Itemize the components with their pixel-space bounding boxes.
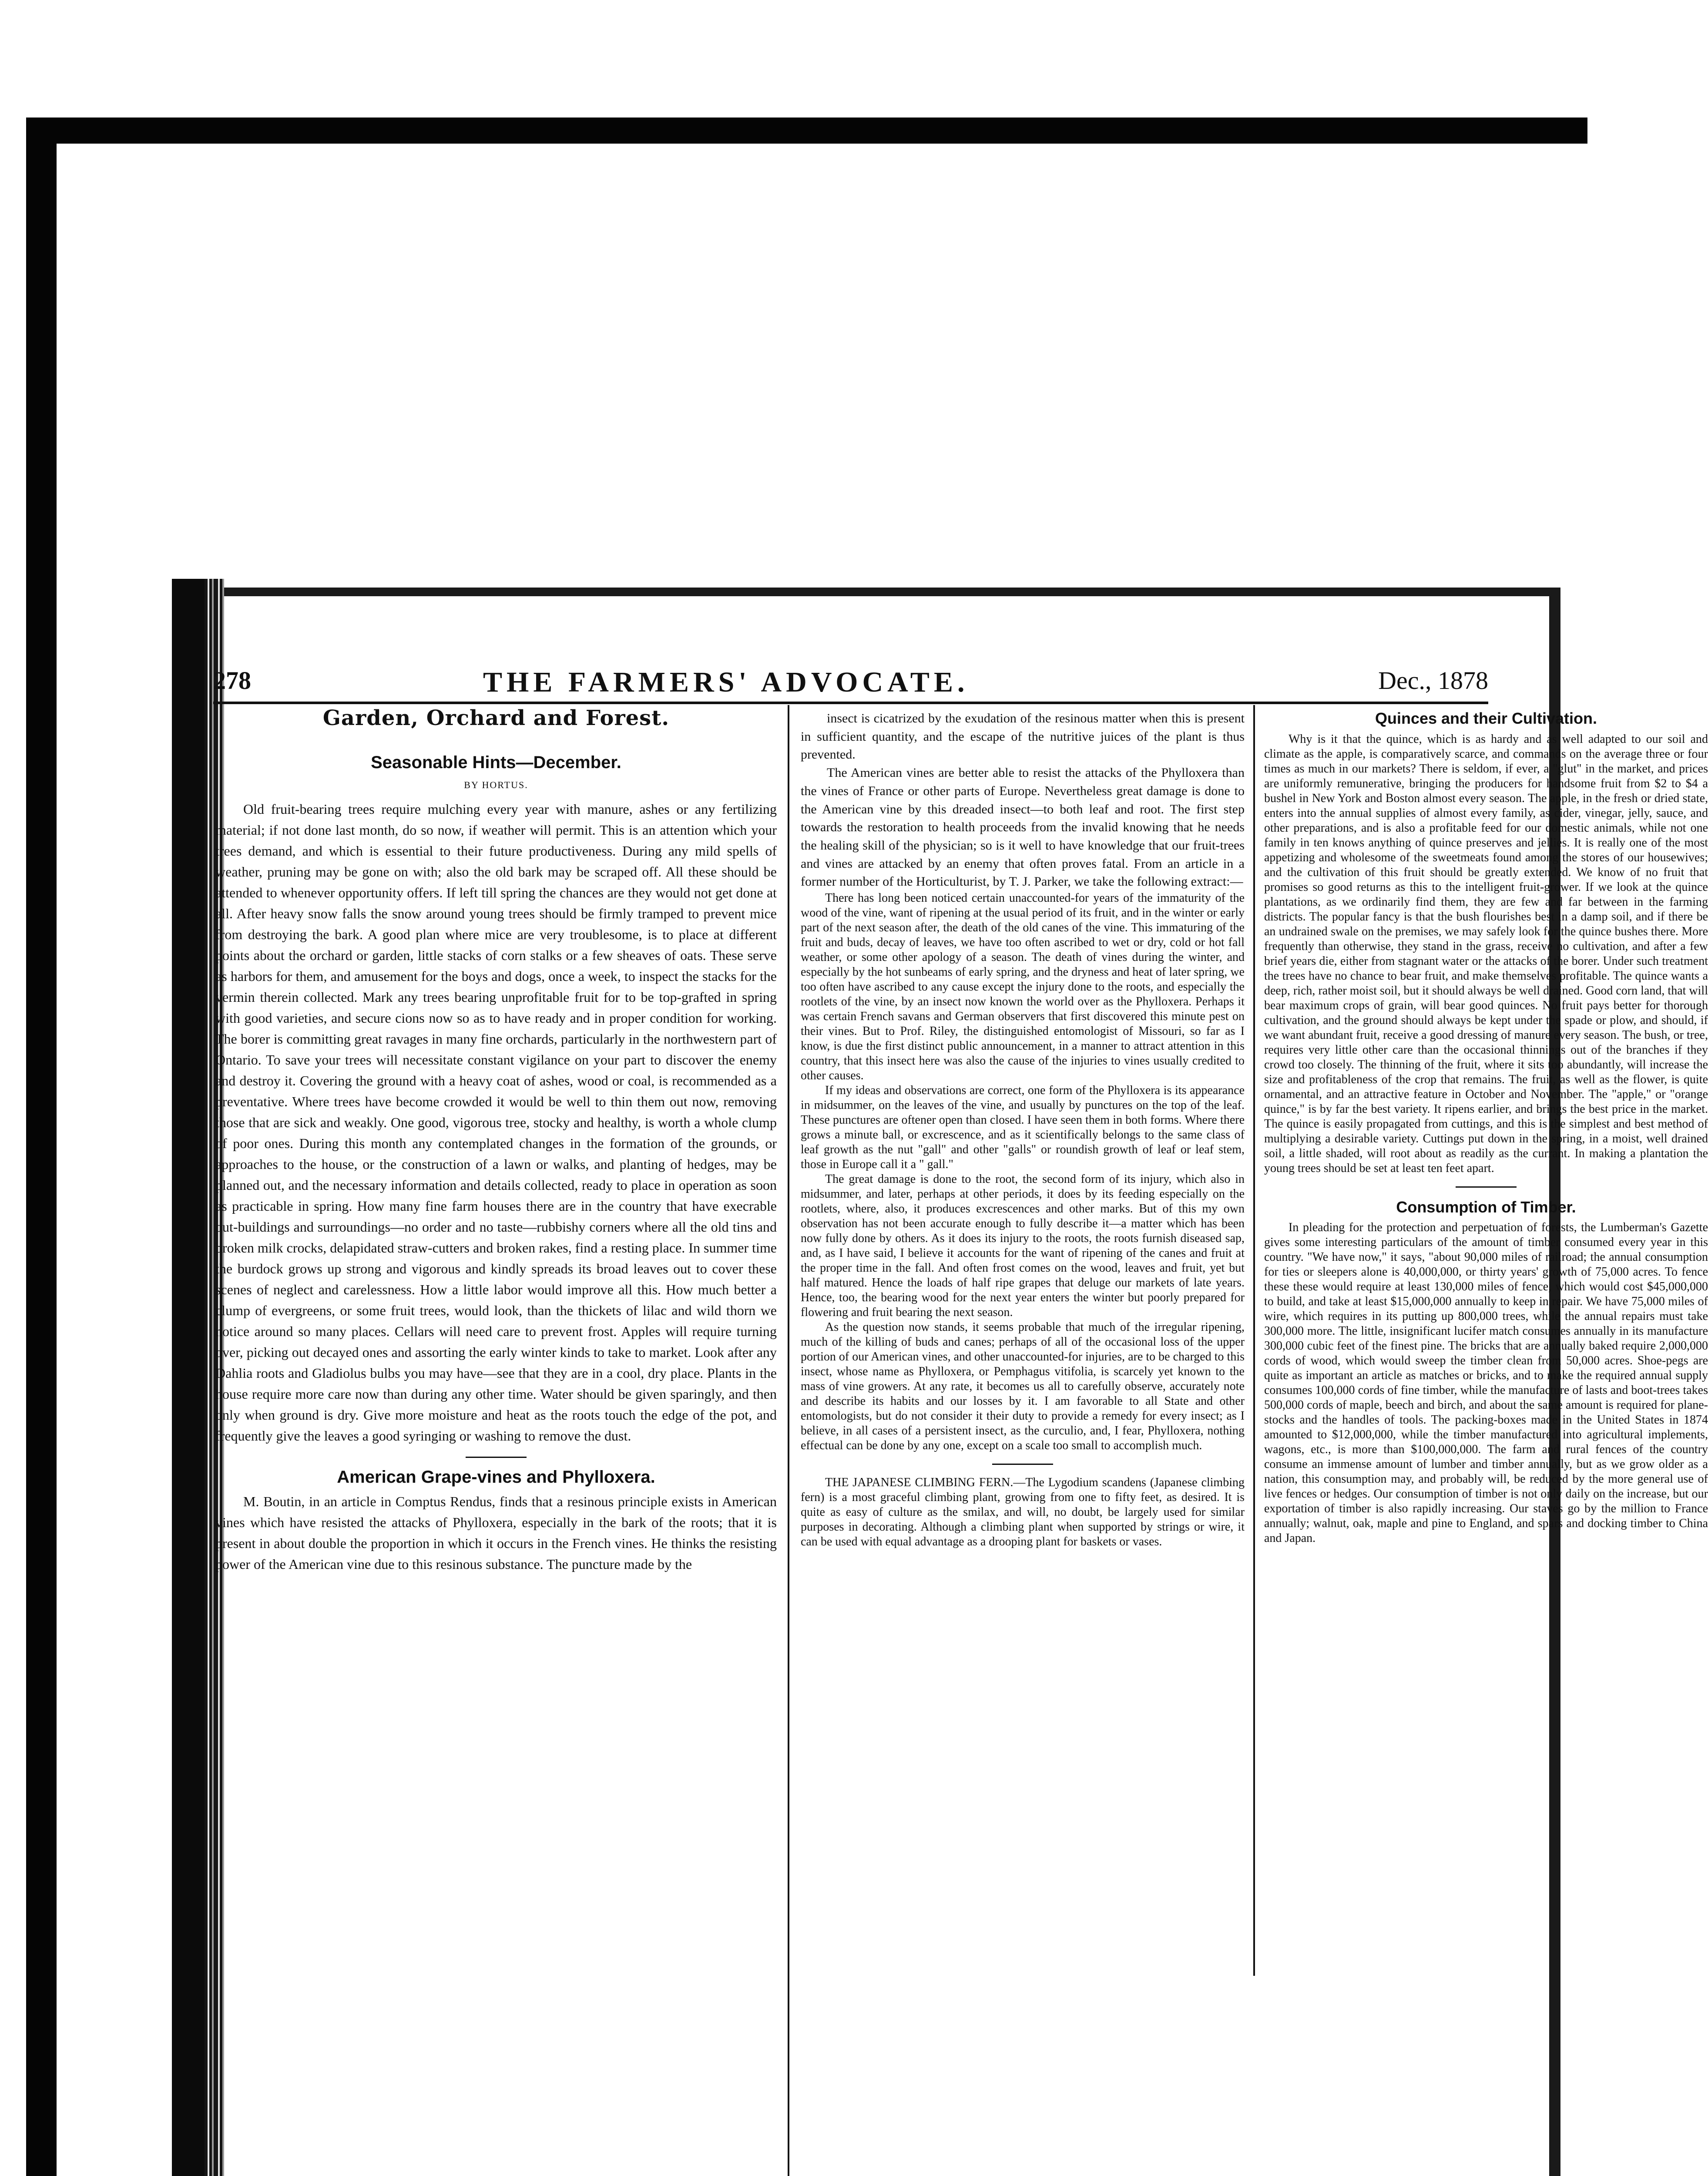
issue-date: Dec., 1878 <box>1378 666 1488 695</box>
quoted-extract: There has long been noticed certain unaccounted-for years of the immaturity of the wood of the vine, want of ripening at the usual period of its fruit, and in the winter or early part of the next season after, the death of the old canes of the vine. This immaturing of the fruit and buds, decay of leaves, we have too often ascribed to wet or dry, cold or hot fall weather, or some other apology of a season. The death of vines during the winter, and especially by the hot sunbeams of early spring, and the dryness and heat of later spring, we too often have ascribed to any cause except the injury done to the roots, and especially the rootlets of the vine, by an insect now known the world over as the Phylloxera. Perhaps it was certain French savans and German observers that first discovered this minute pest on their vines. But to Prof. Riley, the distinguished entomologist of Missouri, so far as I know, is due the first distinct public announcement, in a manner to attract attention in this country, that this insect here was also the cause of the injuries to vines usually credited to other causes. <box>801 891 1245 1083</box>
section-separator <box>992 1464 1053 1465</box>
quoted-extract: If my ideas and observations are correct, one form of the Phylloxera is its appearance in midsummer, on the leaves of the vine, and usually by punctures on the top of the leaf. These punctures are oftener open than closed. I have seen them in both forms. Where there grows a minute ball, or excrescence, and as it scientifically belongs to the same class of leaf growth as the nut "gall" and other "galls" or roundish growth of leaf or leaf stem, those in Europe call it a " gall." <box>801 1084 1245 1172</box>
fern-note: THE JAPANESE CLIMBING FERN.—The Lygodium scandens (Japanese climbing fern) is a most graceful climbing plant, growing from one to fifty feet, as desired. It is quite as easy of culture as the smilax, and will, no doubt, be largely used for similar purposes in decorating. Although a climbing plant when supported by strings or wire, it can be used with equal advantage as a drooping plant for baskets or vases. <box>801 1476 1245 1549</box>
article-body: Old fruit-bearing trees require mulching every year with manure, ashes or any fertilizing material; if not done last month, do so now, if weather will permit. This is an attention which your trees demand, and which is essential to their future productiveness. During any mild spells of weather, pruning may be gone on with; also the old bark may be scraped off. All these should be attended to whenever opportunity offers. If left till spring the chances are they would not get done at all. After heavy snow falls the snow around young trees should be firmly tramped to prevent mice from destroying the bark. A good plan where mice are very troublesome, is to place at different points about the orchard or garden, little stacks of corn stalks or a few sheaves of oats. These serve as harbors for them, and amusement for the boys and dogs, once a week, to inspect the stacks for the vermin therein collected. Mark any trees bearing unprofitable fruit for to be top-grafted in spring with good varieties, and secure cions now so as to have ready and in proper condition for working. The borer is committing great ravages in many fine orchards, particularly in the northwestern part of Ontario. To save your trees will necessitate constant vigilance on your part to discover the enemy and destroy it. Covering the ground with a heavy coat of ashes, wood or coal, is recommended as a preventative. Where trees have become crowded it would be well to thin them out now, removing those that are sick and weakly. One good, vigorous tree, stocky and healthy, is worth a whole clump of poor ones. During this month any contemplated changes in the formation of the grounds, or approaches to the house, or the construction of a lawn or walks, and planting of hedges, may be planned out, and the necessary information and details collected, ready to place in operation as soon as practicable in spring. How many fine farm houses there are in the country that have execrable out-buildings and surroundings—no order and no taste—rubbishy corners where all the old tins and broken milk crocks, delapidated straw-cutters and broken rakes, find a resting place. In summer time the burdock grows up strong and vigorous and kindly spreads its broad leaves out to cover these scenes of neglect and carelessness. How a little labor would improve all this. How much better a clump of evergreens, or some fruit trees, would look, than the thickets of lilac and wild thorn we notice around so many places. Cellars will need care to prevent frost. Apples will require turning over, picking out decayed ones and assorting the early winter kinds to take to market. Look after any Dahlia roots and Gladiolus bulbs you may have—see that they are in a cool, dry place. Plants in the house require more care now than during any other time. Water should be given sparingly, and then only when ground is dry. Give more moisture and heat as the roots touch the edge of the pot, and frequently give the leaves a good syringing or washing to remove the dust. <box>215 801 777 1444</box>
header-rule <box>213 702 1488 704</box>
column-middle <box>801 709 1245 1549</box>
section-separator <box>466 1457 527 1458</box>
column-left <box>215 706 777 1575</box>
article-byline: BY HORTUS. <box>464 779 528 791</box>
page-header <box>213 666 1488 696</box>
article-title: American Grape-vines and Phylloxera. <box>337 1467 655 1487</box>
section-separator <box>1456 1186 1517 1188</box>
column-rule <box>788 705 789 2176</box>
department-heading: Garden, Orchard and Forest. <box>322 706 670 730</box>
quoted-extract: As the question now stands, it seems probable that much of the irregular ripening, much of the killing of buds and canes; perhaps of all of the occasional loss of the upper portion of our American vines, and other unaccounted-for injuries, are to be charged to this insect, whose name as Phylloxera, or Pemphagus vitifolia, is scarcely yet known to the mass of vine growers. At any rate, it becomes us all to carefully observe, accurately note and describe its habits and our losses by it. I am favorable to all State and other entomologists, but do not consider it their duty to provide a remedy for every insect; as I believe, in all cases of a persistent insect, as the curculio, and, I fear, Phylloxera, nothing effectual can be done by any one, except on a scale too small to accomplish much. <box>801 1320 1245 1453</box>
masthead-title: THE FARMERS' ADVOCATE. <box>483 666 969 698</box>
book-binding-shadow <box>172 579 205 2176</box>
article-title: Consumption of Timber. <box>1396 1198 1576 1216</box>
page-number: 278 <box>213 666 251 695</box>
article-body: insect is cicatrized by the exudation of the resinous matter when this is present in sufficient quantity, and the escape of the nutritive juices of the plant is thus prevented. <box>801 711 1245 762</box>
column-rule <box>1253 705 1255 1976</box>
article-body: M. Boutin, in an article in Comptus Rendus, finds that a resinous principle exists in American vines which have resisted the attacks of Phylloxera, especially in the bark of the roots; that it is present in about double the proportion in which it occurs in the French vines. He thinks the resisting power of the American vine due to this resinous substance. The puncture made by the <box>215 1493 777 1572</box>
quoted-extract: The great damage is done to the root, the second form of its injury, which also in midsummer, and later, perhaps at other periods, it does by its feeding especially on the rootlets, where, also, it produces excrescences and other marks. But of this my own observation has not been accurate enough to fully describe it—a matter which has been now fully done by others. As it does its injury to the roots, the roots furnish diseased sap, and, as I have said, I believe it accounts for the want of ripening of the canes and fruit at the proper time in the fall. And often frost comes on the wood, leaves and fruit, yet but half matured. Hence the loads of half ripe grapes that deluge our markets of late years. Hence, too, the bearing wood for the next year enters the winter but poorly prepared for flowering and fruit bearing the next season. <box>801 1172 1245 1320</box>
article-title: Seasonable Hints—December. <box>371 752 621 772</box>
column-right <box>1264 709 1708 1546</box>
article-body: The American vines are better able to resist the attacks of the Phylloxera than the vines of France or other parts of Europe. Nevertheless great damage is done to the American vine by this dreaded insect—to both leaf and root. The first step towards the restoration to health proceeds from the invalid knowing that he needs the healing skill of the physician; so is it well to have knowledge that our fruit-trees and vines are attacked by an enemy that often proves fatal. From an article in a former number of the Horticulturist, by T. J. Parker, we take the following extract:— <box>801 766 1245 889</box>
article-title: Quinces and their Cultivation. <box>1375 709 1597 727</box>
article-body: Why is it that the quince, which is as hardy and as well adapted to our soil and climate as the apple, is comparatively scarce, and commands on the average three or four times as much in our markets? There is seldom, if ever, a "glut" in the market, and prices are uniformly remunerative, bringing the producers for handsome fruit from $2 to $4 a bushel in New York and Boston almost every season. The apple, in the fresh or dried state, enters into the annual supplies of almost every family, as cider, vinegar, jelly, sauce, and other preparations, and is also a profitable feed for our domestic animals, while not one family in ten knows anything of quince preserves and jellies. It is really one of the most appetizing and wholesome of the sweetmeats found among the stores of our housewives; and the cultivation of this fruit should be greatly extended. We know of no fruit that promises so good returns as this to the intelligent fruit-grower. If we look at the quince plantations, as we ordinarily find them, they are few and far between in the farming districts. The popular fancy is that the bush flourishes best in a damp soil, and if there be an undrained swale on the premises, we may safely look for the quince bushes there. More frequently than otherwise, they stand in the grass, receive no cultivation, and after a few brief years die, either from stagnant water or the attacks of the borer. Under such treatment the trees have no chance to bear fruit, and make themselves profitable. The quince wants a deep, rich, rather moist soil, but it should always be well drained. Good corn land, that will bear maximum crops of grain, will bear good quinces. No fruit pays better for thorough cultivation, and the ground should always be kept under the spade or plow, and should, if we want abundant fruit, receive a good dressing of manure every season. The bush, or tree, requires very little other care than the occasional thinnings out of the branches if they crowd too closely. The thinning of the fruit, where it sits too abundantly, will increase the size and profitableness of the crop that remains. The fruit, as well as the flower, is quite ornamental, and an attractive feature in October and November. The "apple," or "orange quince," is by far the best variety. It ripens earlier, and brings the best price in the market. The quince is easily propagated from cuttings, and this is the simplest and best method of multiplying a desirable variety. Cuttings put down in the spring, in a moist, well drained soil, a little shaded, will root about as readily as the currant. In making a plantation the young trees should be set at least ten feet apart. <box>1264 732 1708 1175</box>
page-top-rule <box>218 588 1558 596</box>
article-body: In pleading for the protection and perpetuation of forests, the Lumberman's Gazette gives some interesting particulars of the amount of timber consumed every year in this country. "We have now," it says, "about 90,000 miles of railroad; the annual consumption for ties or sleepers alone is 40,000,000, or thirty years' growth of 75,000 acres. To fence these these would require at least 130,000 miles of fence, which would cost $45,000,000 to build, and take at least $15,000,000 annually to keep in repair. We have 75,000 miles of wire, which requires in its putting up 800,000 trees, while the annual repairs must take 300,000 more. The little, insignificant lucifer match consumes annually in its manufacture 300,000 cubic feet of the finest pine. The bricks that are annually baked require 2,000,000 cords of wood, which would sweep the timber clean from 50,000 acres. Shoe-pegs are quite as important an article as matches or bricks, and to make the required annual supply consumes 100,000 cords of fine timber, while the manufacture of lasts and boot-trees takes 500,000 cords of maple, beech and birch, and about the same amount is required for plane-stocks and the handles of tools. The packing-boxes made in the United States in 1874 amounted to $12,000,000, while the timber manufactured into agricultural implements, wagons, etc., is more than $100,000,000. The farm and rural fences of the country consume an immense amount of lumber and timber annually, but as we grow older as a nation, this consumption may, and probably will, be reduced by the more general use of live fences or hedges. Our consumption of timber is not only daily on the increase, but our exportation of timber is also rapidly increasing. Our staves go by the million to France annually; walnut, oak, maple and pine to England, and spars and docking timber to China and Japan. <box>1264 1221 1708 1545</box>
